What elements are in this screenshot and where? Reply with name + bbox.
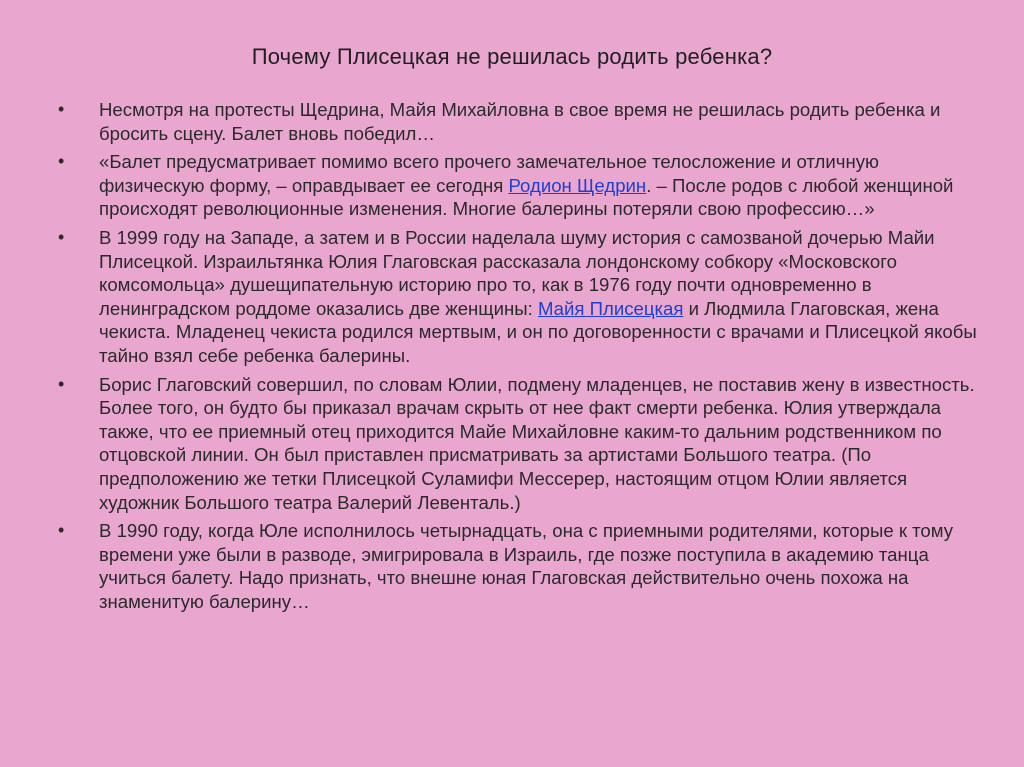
bullet-text-after: . – После родов с любой женщиной происходят революционные изменения. Многие балерины потеряли свою профессию…» — [99, 174, 954, 220]
bullet-list — [58, 98, 978, 618]
bullet-text-before: В 1999 году на Западе, а затем и в России наделала шуму история с самозваной дочерью Майи Плисецкой. Израильтянка Юлия Глаговская рассказала лондонскому собкору «Московского комсомольца» душещипательную историю про то, как в 1976 году почти одновременно в ленинградском роддоме оказались две женщины: — [99, 226, 935, 319]
bullet-icon: • — [58, 373, 65, 394]
bullet-text: Борис Глаговский совершил, по словам Юлии, подмену младенцев, не поставив жену в известность. Более того, он будто бы приказал врачам скрыть от нее факт смерти ребенка. Юлия утверждала также, что ее приемный отец приходится Майе Михайловне каким-то дальним родственником по отцовской линии. Он был приставлен присматривать за артистами Большого театра. (По предположению же тетки Плисецкой Суламифи Мессерер, настоящим отцом Юлии является художник Большого театра Валерий Левенталь.) — [99, 373, 975, 513]
bullet-icon: • — [58, 520, 65, 541]
bullet-icon: • — [58, 99, 65, 119]
bullet-item-3 — [58, 226, 978, 368]
bullet-item-5 — [58, 519, 978, 613]
bullet-icon: • — [58, 151, 65, 172]
bullet-text-after: и Людмила Глаговская, жена чекиста. Младенец чекиста родился мертвым, и он по договоренности с врачами и Плисецкой якобы тайно взял себе ребенка балерины. — [99, 297, 977, 366]
link-maya-plisetskaya[interactable]: Майя Плисецкая — [537, 297, 684, 319]
bullet-text-before: «Балет предусматривает помимо всего прочего замечательное телосложение и отличную физическую форму, – оправдывает ее сегодня — [99, 151, 879, 196]
bullet-item-2 — [58, 150, 978, 221]
bullet-text: В 1990 году, когда Юле исполнилось четырнадцать, она с приемными родителями, которые к тому времени уже были в разводе, эмигрировала в Израиль, где позже поступила в академию танца учиться балету. Надо признать, что внешне юная Глаговская действительно очень похожа на знаменитую балерину… — [99, 520, 954, 612]
bullet-item-1 — [58, 98, 978, 145]
bullet-item-4 — [58, 373, 978, 515]
bullet-text: Несмотря на протесты Щедрина, Майя Михайловна в свое время не решилась родить ребенка и бросить сцену. Балет вновь победил… — [99, 99, 941, 144]
slide-title: Почему Плисецкая не решилась родить ребенка? — [251, 44, 773, 69]
link-rodion-shchedrin[interactable]: Родион Щедрин — [508, 174, 647, 196]
bullet-icon: • — [58, 226, 65, 247]
